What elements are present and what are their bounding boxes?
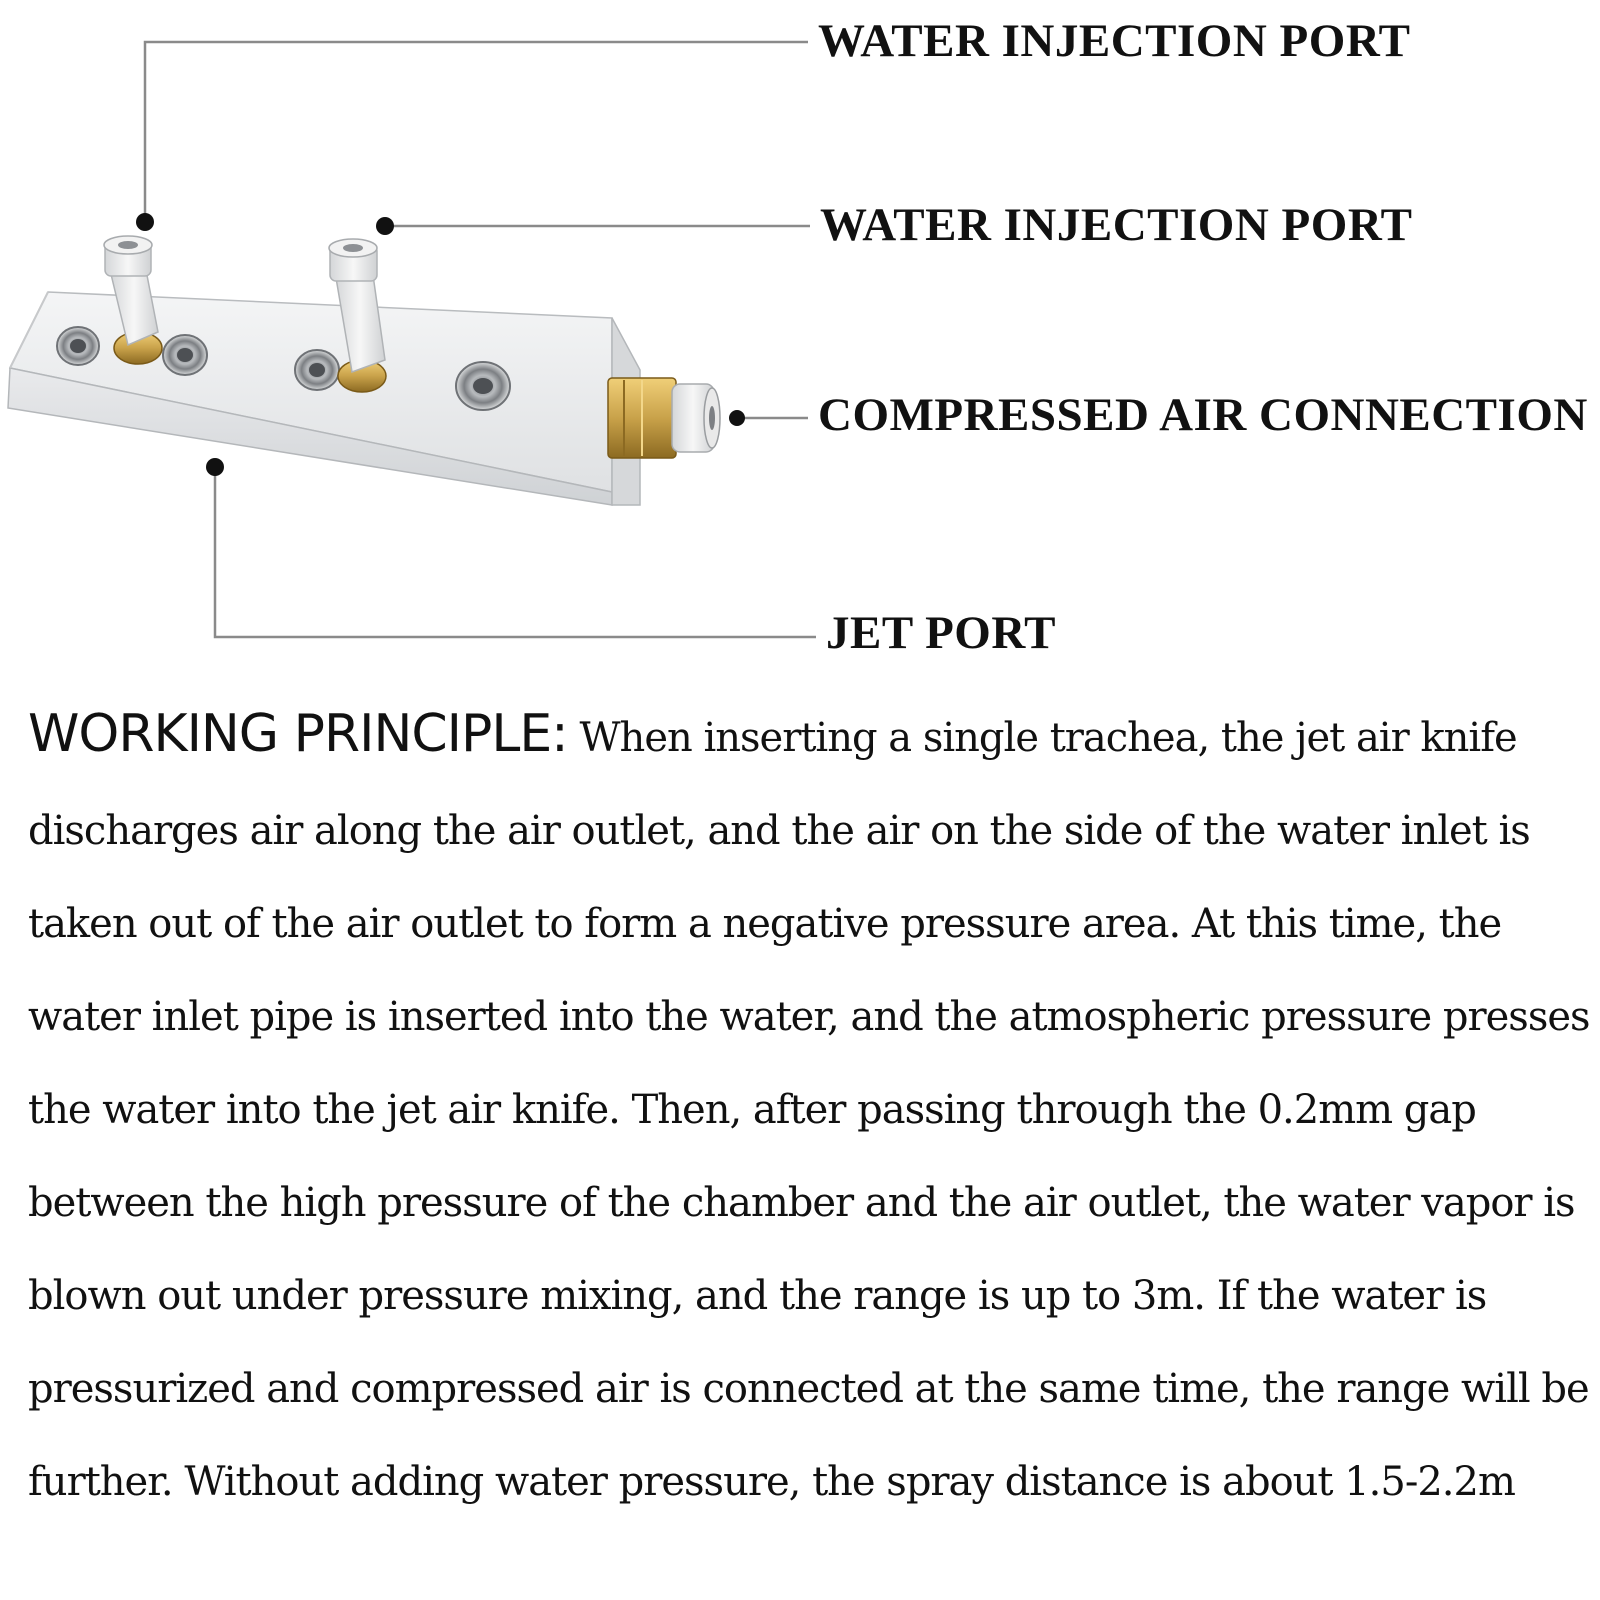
working-principle-text [28, 688, 1594, 1529]
leader-dot-water-injection-port-1 [136, 213, 154, 231]
air-knife-diagram [0, 0, 1600, 680]
working-principle-body: When inserting a single trachea, the jet air knife discharges air along the air outlet, and the air on the side of the water inlet is taken out of the air outlet to form a negative pressure area. At this time, the water inlet pipe is inserted into the water, and the atmospheric pressure presses the water into the jet air knife. Then, after passing through the 0.2mm gap between the high pressure of the chamber and the air outlet, the water vapor is blown out under pressure mixing, and the range is up to 3m. If the water is pressurized and compressed air is connected at the same time, the range will be further. Without adding water pressure, the spray distance is about 1.5-2.2m [28, 715, 1590, 1505]
leader-line-water-injection-port-1 [145, 42, 808, 218]
label-water-injection-port-2: WATER INJECTION PORT [820, 199, 1413, 251]
compressed-air-fitting [608, 378, 720, 458]
leader-line-jet-port [215, 467, 816, 637]
working-principle-heading: WORKING PRINCIPLE: [28, 704, 568, 764]
leader-dot-jet-port [206, 458, 224, 476]
label-compressed-air-connection: COMPRESSED AIR CONNECTION [818, 389, 1588, 441]
air-knife-body [8, 292, 640, 505]
label-water-injection-port-1: WATER INJECTION PORT [818, 15, 1411, 67]
leader-dot-water-injection-port-2 [376, 217, 394, 235]
leader-dot-compressed-air [729, 410, 745, 426]
label-jet-port: JET PORT [826, 607, 1057, 659]
